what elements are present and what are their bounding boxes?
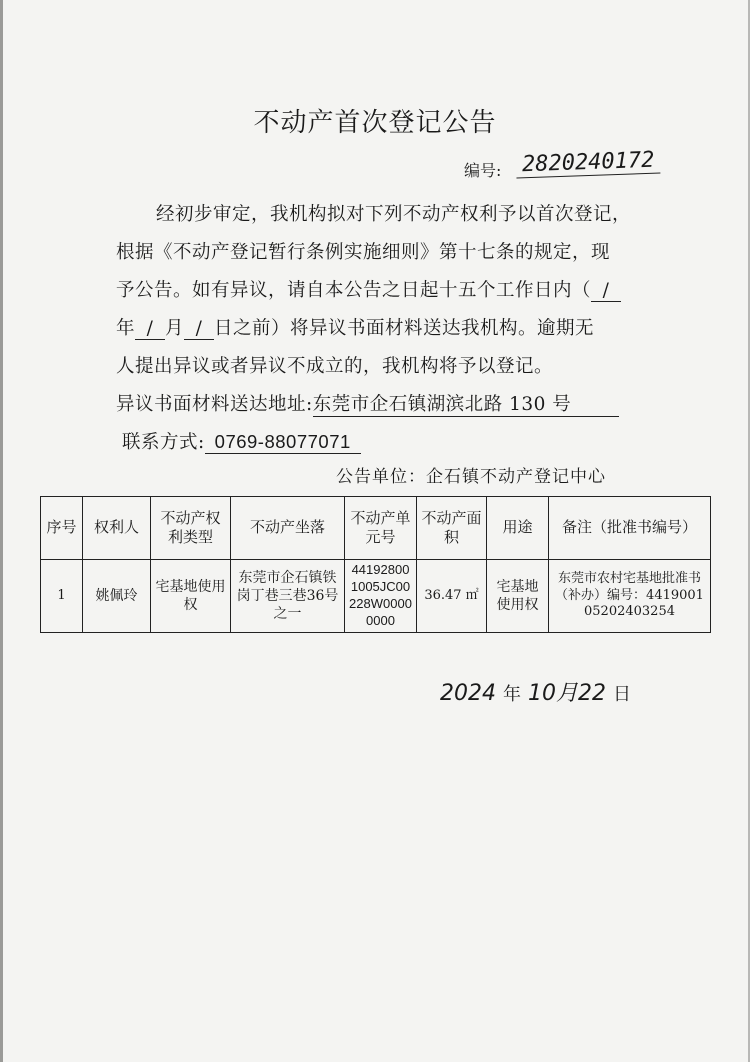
blank-day: / (184, 318, 214, 340)
header-location: 不动产坐落 (231, 497, 345, 560)
address-label: 异议书面材料送达地址: (116, 394, 313, 415)
paragraph-line-3-text: 予公告。如有异议，请自本公告之日起十五个工作日内（ (116, 280, 592, 301)
date-day-char: 日 (613, 684, 631, 705)
year-char: 年 (116, 318, 136, 339)
paragraph-line-1: 经初步审定，我机构拟对下列不动产权利予以首次登记， (156, 204, 632, 225)
cell-owner: 姚佩玲 (83, 560, 151, 633)
cell-right-type: 宅基地使用权 (151, 560, 231, 633)
paragraph-line-3 (116, 276, 621, 302)
header-unit-no: 不动产单元号 (345, 497, 417, 560)
contact-value: 0769-88077071 (205, 431, 361, 454)
registration-table (40, 496, 711, 633)
header-index: 序号 (41, 497, 83, 560)
date-year-char: 年 (503, 684, 521, 705)
handwritten-date (440, 676, 631, 707)
blank-month: / (135, 318, 165, 340)
table-row (41, 560, 711, 633)
address-row (116, 390, 619, 417)
header-area: 不动产面积 (417, 497, 487, 560)
header-owner: 权利人 (83, 497, 151, 560)
header-usage: 用途 (487, 497, 549, 560)
serial-number: 2820240172 (516, 147, 661, 178)
header-remark: 备注（批准书编号） (549, 497, 711, 560)
paragraph-line-5: 人提出异议或者异议不成立的，我机构将予以登记。 (116, 356, 554, 377)
date-month-day: 10月22 (528, 681, 606, 706)
date-year: 2024 (440, 681, 496, 706)
document-title: 不动产首次登记公告 (253, 108, 497, 138)
cell-location: 东莞市企石镇铁岗丁巷三巷36号之一 (231, 560, 345, 633)
paragraph-line-4-text: 日之前）将异议书面材料送达我机构。逾期无 (214, 318, 595, 339)
cell-area: 36.47 ㎡ (417, 560, 487, 633)
blank-start-date: / (591, 280, 621, 302)
serial-label: 编号: (464, 161, 502, 180)
paragraph-line-4 (116, 314, 594, 340)
contact-row (122, 428, 361, 454)
address-value: 东莞市企石镇湖滨北路 130 号 (313, 390, 619, 417)
month-char: 月 (165, 318, 185, 339)
cell-unit-no: 441928001005JC00228W00000000 (345, 560, 417, 633)
contact-label: 联系方式: (122, 432, 205, 453)
paragraph-line-2: 根据《不动产登记暂行条例实施细则》第十七条的规定，现 (116, 242, 611, 263)
publisher: 公告单位：企石镇不动产登记中心 (336, 467, 606, 487)
cell-index: 1 (41, 560, 83, 633)
header-right-type: 不动产权利类型 (151, 497, 231, 560)
table-header-row (41, 497, 711, 560)
cell-remark: 东莞市农村宅基地批准书（补办）编号：441900105202403254 (549, 560, 711, 633)
cell-usage: 宅基地使用权 (487, 560, 549, 633)
